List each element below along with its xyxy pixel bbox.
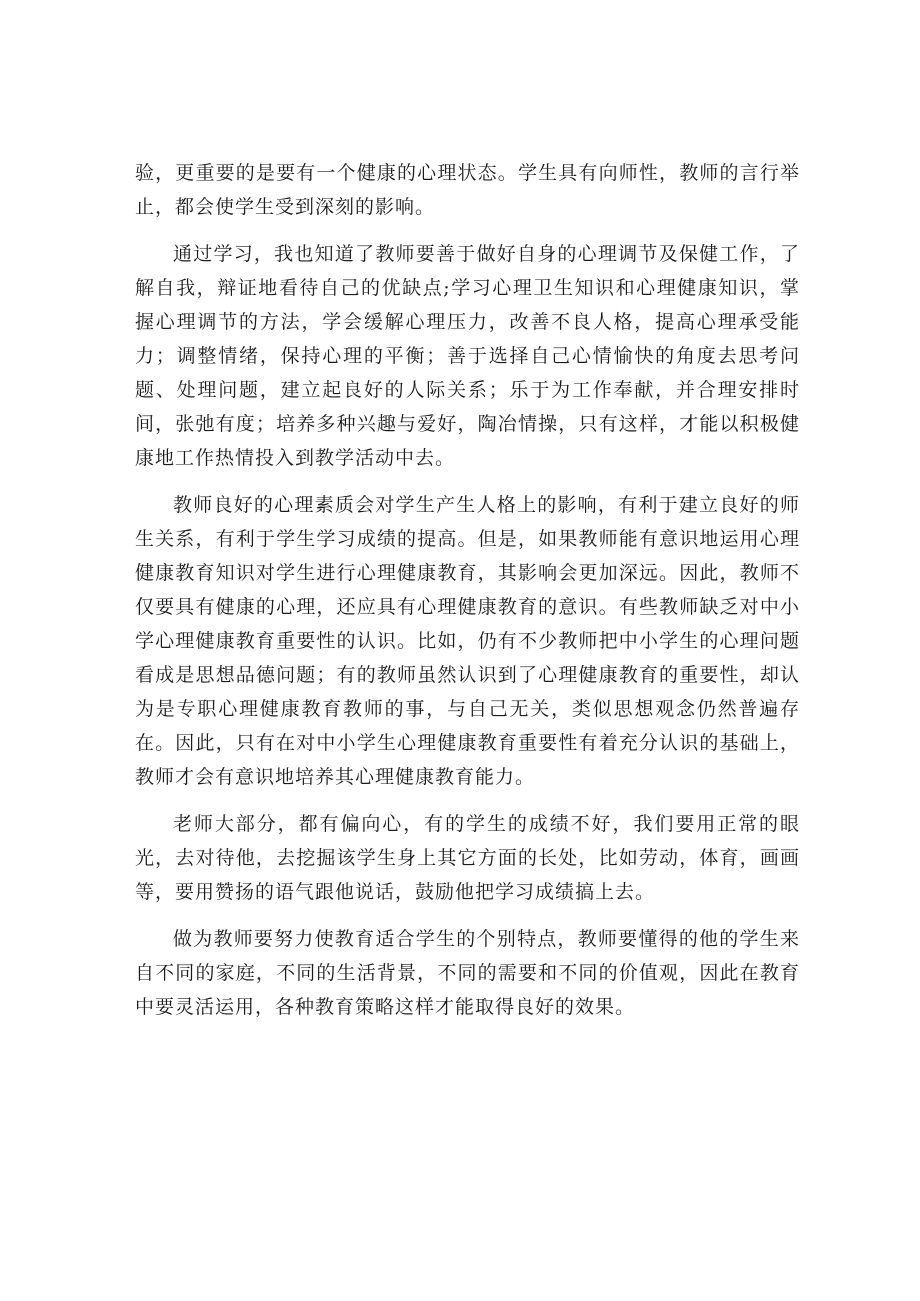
paragraph-fair-treatment: 老师大部分，都有偏向心，有的学生的成绩不好，我们要用正常的眼光，去对待他，去挖掘该学生身上其它方面的长处，比如劳动，体育，画画等，要用赞扬的语气跟他说话，鼓励他把学习成绩搞上去。 bbox=[135, 813, 800, 903]
paragraph-continuation: 验，更重要的是要有一个健康的心理状态。学生具有向师性，教师的言行举止，都会使学生受到深刻的影响。 bbox=[135, 162, 800, 218]
paragraph-self-adjustment: 通过学习，我也知道了教师要善于做好自身的心理调节及保健工作，了解自我，辩证地看待自己的优缺点;学习心理卫生知识和心理健康知识，掌握心理调节的方法，学会缓解心理压力，改善不良人格，提高心理承受能力；调整情绪，保持心理的平衡；善于选择自己心情愉快的角度去思考问题、处理问题，建立起良好的人际关系；乐于为工作奉献，并合理安排时间，张弛有度；培养多种兴趣与爱好，陶冶情操，只有这样，才能以积极健康地工作热情投入到教学活动中去。 bbox=[135, 243, 800, 469]
paragraph-individual-differences: 做为教师要努力使教育适合学生的个别特点，教师要懂得的他的学生来自不同的家庭，不同的生活背景，不同的需要和不同的价值观，因此在教育中要灵活运用，各种教育策略这样才能取得良好的效果。 bbox=[135, 928, 800, 1018]
paragraph-mental-health-education: 教师良好的心理素质会对学生产生人格上的影响，有利于建立良好的师生关系，有利于学生学习成绩的提高。但是，如果教师能有意识地运用心理健康教育知识对学生进行心理健康教育，其影响会更加深远。因此，教师不仅要具有健康的心理，还应具有心理健康教育的意识。有些教师缺乏对中小学心理健康教育重要性的认识。比如，仍有不少教师把中小学生的心理问题看成是思想品德问题；有的教师虽然认识到了心理健康教育的重要性，却认为是专职心理健康教育教师的事，与自己无关，类似思想观念仍然普遍存在。因此，只有在对中小学生心理健康教育重要性有着充分认识的基础上，教师才会有意识地培养其心理健康教育能力。 bbox=[135, 494, 800, 788]
document-body bbox=[135, 156, 800, 1037]
